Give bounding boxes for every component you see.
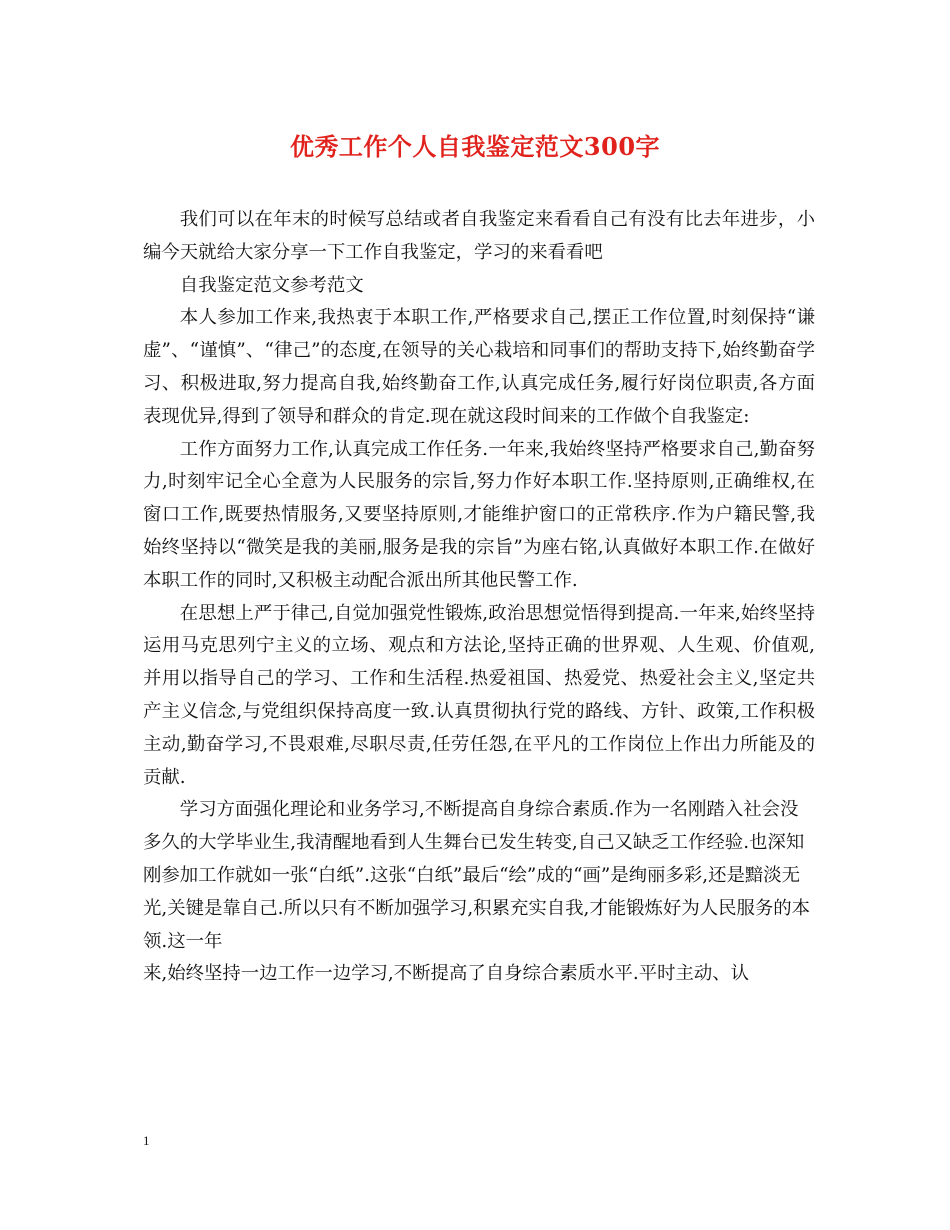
paragraph-study: 学习方面强化理论和业务学习,不断提高自身综合素质.作为一名刚踏入社会没多久的大学毕业生,我清醒地看到人生舞台已发生转变,自己又缺乏工作经验.也深知刚参加工作就如一张“白纸”.这张“白纸”最后“绘”成的“画”是绚丽多彩,还是黯淡无光,关键是靠自己.所以只有不断加强学习,积累充实自我,才能锻炼好为人民服务的本领.这一年 bbox=[143, 799, 811, 952]
paragraph-intro: 我们可以在年末的时候写总结或者自我鉴定来看看自己有没有比去年进步，小编今天就给大家分享一下工作自我鉴定，学习的来看看吧 bbox=[143, 209, 815, 263]
paragraph-work: 工作方面努力工作,认真完成工作任务.一年来,我始终坚持严格要求自己,勤奋努力,时刻牢记全心全意为人民服务的宗旨,努力作好本职工作.坚持原则,正确维权,在窗口工作,既要热情服务,又要坚持原则,才能维护窗口的正常秩序.作为户籍民警,我始终坚持以“微笑是我的美丽,服务是我的宗旨”为座右铭,认真做好本职工作.在做好本职工作的同时,又积极主动配合派出所其他民警工作. bbox=[143, 438, 815, 591]
paragraph-opening: 本人参加工作来,我热衷于本职工作,严格要求自己,摆正工作位置,时刻保持“谦虚”、“谨慎”、“律己”的态度,在领导的关心栽培和同事们的帮助支持下,始终勤奋学习、积极进取,努力提高自我,始终勤奋工作,认真完成任务,履行好岗位职责,各方面表现优异,得到了领导和群众的肯定.现在就这段时间来的工作做个自我鉴定: bbox=[143, 307, 815, 427]
paragraph-subheading: 自我鉴定范文参考范文 bbox=[179, 274, 364, 296]
document-title: 优秀工作个人自我鉴定范文300字 bbox=[289, 132, 661, 161]
paragraph-ideology: 在思想上严于律己,自觉加强党性锻炼,政治思想觉悟得到提高.一年来,始终坚持运用马克思列宁主义的立场、观点和方法论,坚持正确的世界观、人生观、价值观,并用以指导自己的学习、工作和生活程.热爱祖国、热爱党、热爱社会主义,坚定共产主义信念,与党组织保持高度一致.认真贯彻执行党的路线、方针、政策,工作积极主动,勤奋学习,不畏艰难,尽职尽责,任劳任怨,在平凡的工作岗位上作出力所能及的贡献. bbox=[143, 602, 815, 788]
document-body bbox=[143, 204, 815, 991]
paragraph-continued: 来,始终坚持一边工作一边学习,不断提高了自身综合素质水平.平时主动、认 bbox=[143, 963, 750, 985]
page-number: 1 bbox=[143, 1133, 150, 1148]
